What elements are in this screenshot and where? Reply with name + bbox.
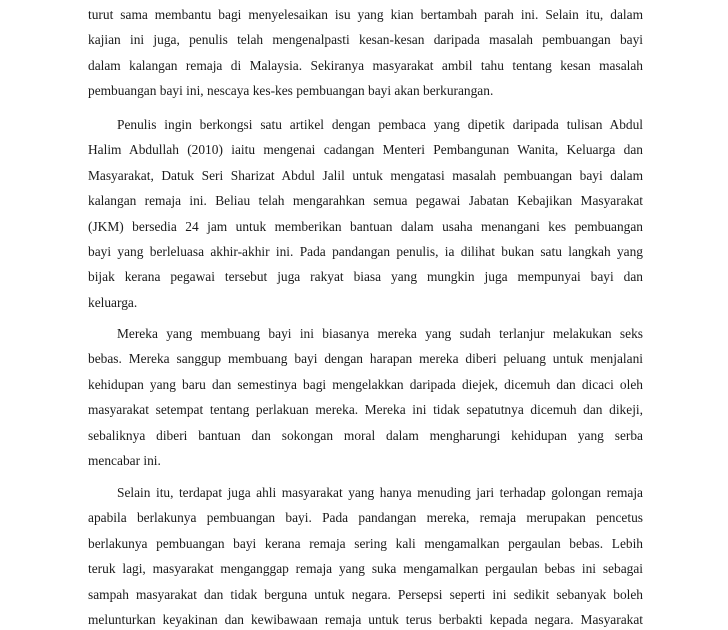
text-line: melunturkan keyakinan dan kewibawaan remaja untuk terus berbakti kepada negara. Masyarakat xyxy=(88,611,643,627)
text-line: bayi yang berleluasa akhir-akhir ini. Pada pandangan penulis, ia dilihat bukan satu langkah yang xyxy=(88,243,643,259)
text-line: Mereka yang membuang bayi ini biasanya mereka yang sudah terlanjur melakukan seks xyxy=(117,326,643,341)
paragraph-1 xyxy=(88,2,643,104)
text-line: apabila berlakunya pembuangan bayi. Pada pandangan mereka, remaja merupakan pencetus xyxy=(88,510,643,526)
text-line: mencabar ini. xyxy=(88,452,161,468)
text-line: Penulis ingin berkongsi satu artikel dengan pembaca yang dipetik daripada tulisan Abdul xyxy=(117,117,643,132)
text-line: bijak kerana pegawai tersebut juga rakyat biasa yang mungkin juga mempunyai bayi dan xyxy=(88,269,643,285)
text-line: bebas. Mereka sanggup membuang bayi dengan harapan mereka diberi peluang untuk menjalani xyxy=(88,351,643,367)
text-line: Masyarakat, Datuk Seri Sharizat Abdul Jalil untuk mengatasi masalah pembuangan bayi dalam xyxy=(88,167,643,183)
text-line: pembuangan bayi ini, nescaya kes-kes pembuangan bayi akan berkurangan. xyxy=(88,83,494,99)
text-line: kajian ini juga, penulis telah mengenalpasti kesan-kesan daripada masalah pembuangan bayi xyxy=(88,32,643,48)
text-line: turut sama membantu bagi menyelesaikan isu yang kian bertambah parah ini. Selain itu, dalam xyxy=(88,7,643,22)
paragraph-4 xyxy=(88,480,643,630)
text-line: keluarga. xyxy=(88,294,138,310)
text-line: (JKM) bersedia 24 jam untuk memberikan bantuan dalam usaha menangani kes pembuangan xyxy=(88,218,643,234)
text-line: kalangan remaja ini. Beliau telah mengarahkan semua pegawai Jabatan Kebajikan Masyarakat xyxy=(88,193,643,209)
text-line: dalam kalangan remaja di Malaysia. Sekiranya masyarakat ambil tahu tentang kesan masalah xyxy=(88,57,643,73)
text-line: kehidupan yang baru dan semestinya bagi mengelakkan daripada diejek, dicemuh dan dicaci oleh xyxy=(88,376,643,392)
text-line: sampah masyarakat dan tidak berguna untuk negara. Persepsi seperti ini sedikit sebanyak boleh xyxy=(88,586,643,602)
paragraph-2 xyxy=(88,112,643,315)
text-line: Halim Abdullah (2010) iaitu mengenai cadangan Menteri Pembangunan Wanita, Keluarga dan xyxy=(88,142,643,158)
text-line: berlakunya pembuangan bayi kerana remaja sering kali mengamalkan pergaulan bebas. Lebih xyxy=(88,535,643,551)
text-line: masyarakat setempat tentang perlakuan mereka. Mereka ini tidak sepatutnya dicemuh dan dikeji, xyxy=(88,402,643,418)
text-line: sebaliknya diberi bantuan dan sokongan moral dalam mengharungi kehidupan yang serba xyxy=(88,427,643,443)
paragraph-3 xyxy=(88,321,643,473)
text-line: teruk lagi, masyarakat menganggap remaja yang suka mengamalkan pergaulan bebas ini sebagai xyxy=(88,561,643,577)
text-line: Selain itu, terdapat juga ahli masyarakat yang hanya menuding jari terhadap golongan remaja xyxy=(117,485,643,500)
